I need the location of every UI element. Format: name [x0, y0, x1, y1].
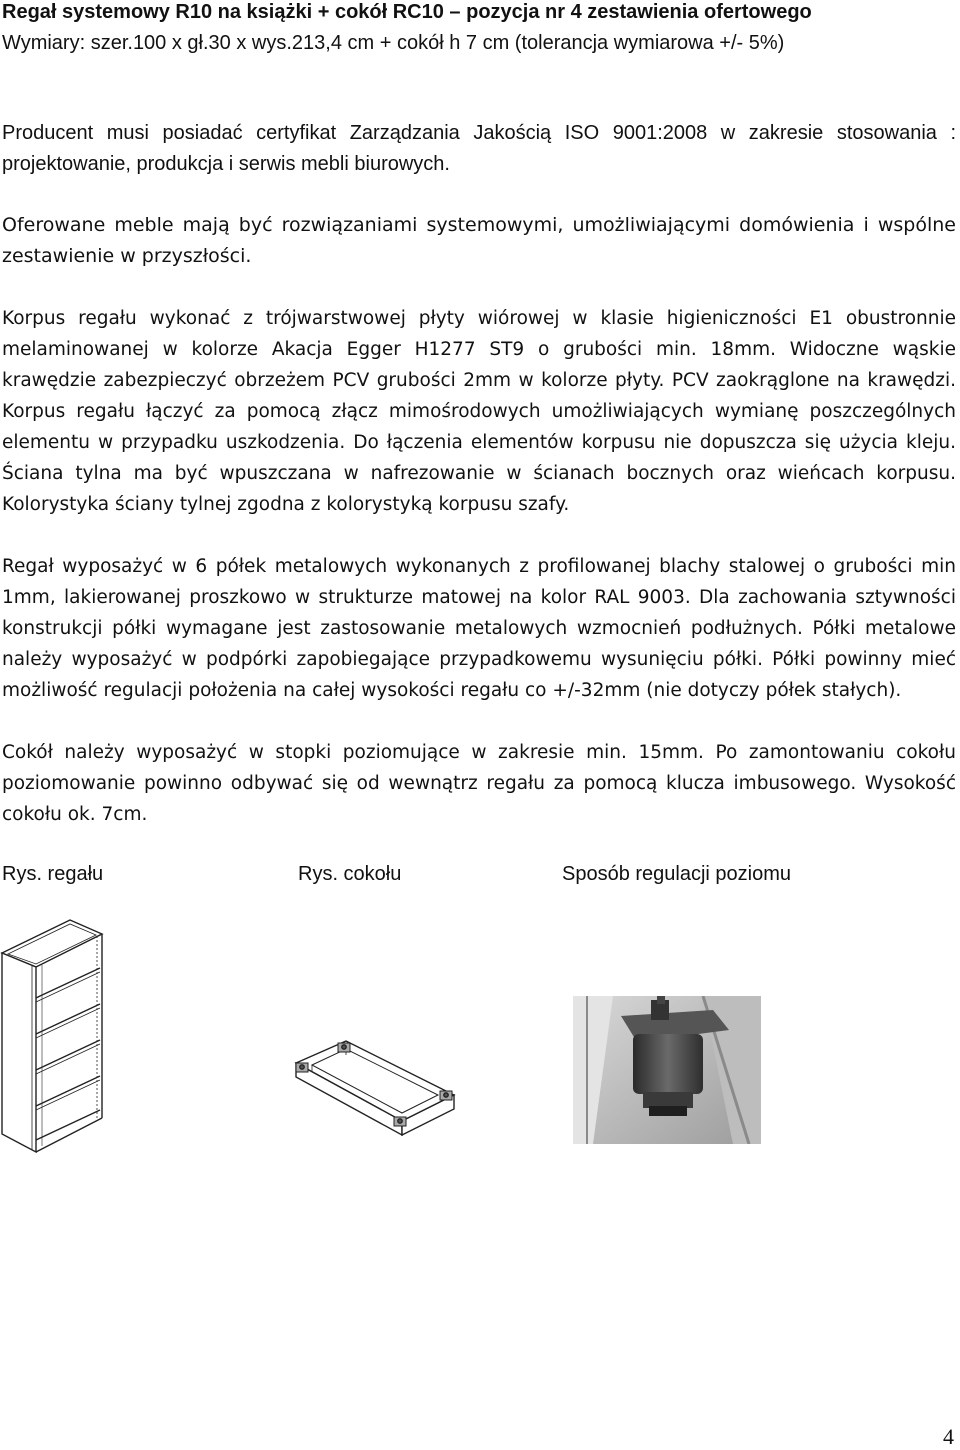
document-title: Regał systemowy R10 na książki + cokół RC10 – pozycja nr 4 zestawienia ofertowego — [2, 1, 812, 23]
caption-shelf: Rys. regału — [2, 863, 104, 885]
leveling-foot-photo — [573, 996, 761, 1144]
paragraph-korpus: Korpus regału wykonać z trójwarstwowej płyty wiórowej w klasie higieniczności E1 obustronnie melaminowanej w kolorze Akacja Egger H1277 ST9 o grubości min. 18mm. Widoczne wąskie krawędzie zabezpieczyć obrzeżem PCV grubości 2mm w kolorze płyty. PCV zaokrąglone na krawędzi. Korpus regału łączyć za pomocą złącz mimośrodowych umożliwiających wymianę poszczególnych elementu w przypadku uszkodzenia. Do łączenia elementów korpusu nie dopuszcza się użycia kleju. Ściana tylna ma być wpuszczana w nafrezowanie w ścianach bocznych oraz wieńcach korpusu. Kolorystyka ściany tylnej zgodna z kolorystyką korpusu szafy. — [2, 308, 956, 515]
paragraph-plinth: Cokół należy wyposażyć w stopki poziomujące w zakresie min. 15mm. Po zamontowaniu cokołu poziomowanie powinno odbywać się od wewnątrz regału za pomocą klucza imbusowego. Wysokość cokołu ok. 7cm. — [2, 742, 956, 825]
paragraph-shelves: Regał wyposażyć w 6 półek metalowych wykonanych z profilowanej blachy stalowej o grubości min 1mm, lakierowanej proszkowo w strukturze matowej na kolor RAL 9003. Dla zachowania sztywności konstrukcji półki wymagane jest zastosowanie metalowych wzmocnień podłużnych. Półki metalowe należy wyposażyć w podpórki zapobiegające przypadkowemu wysunięciu półki. Półki powinny mieć możliwość regulacji położenia na całej wysokości regału co +/-32mm (nie dotyczy półek stałych). — [2, 556, 956, 701]
paragraph-offered: Oferowane meble mają być rozwiązaniami systemowymi, umożliwiającymi domówienia i wspólne zestawienie w przyszłości. — [2, 214, 956, 267]
caption-plinth: Rys. cokołu — [298, 863, 402, 885]
plinth-drawing — [290, 1035, 460, 1145]
page-number: 4 — [943, 1424, 954, 1449]
bookshelf-drawing — [0, 918, 110, 1154]
dimensions-line: Wymiary: szer.100 x gł.30 x wys.213,4 cm + cokół h 7 cm (tolerancja wymiarowa +/- 5%) — [2, 32, 785, 54]
paragraph-producer: Producent musi posiadać certyfikat Zarządzania Jakością ISO 9001:2008 w zakresie stosowania : projektowanie, produkcja i serwis mebli biurowych. — [2, 122, 956, 175]
caption-leveling: Sposób regulacji poziomu — [562, 863, 792, 885]
